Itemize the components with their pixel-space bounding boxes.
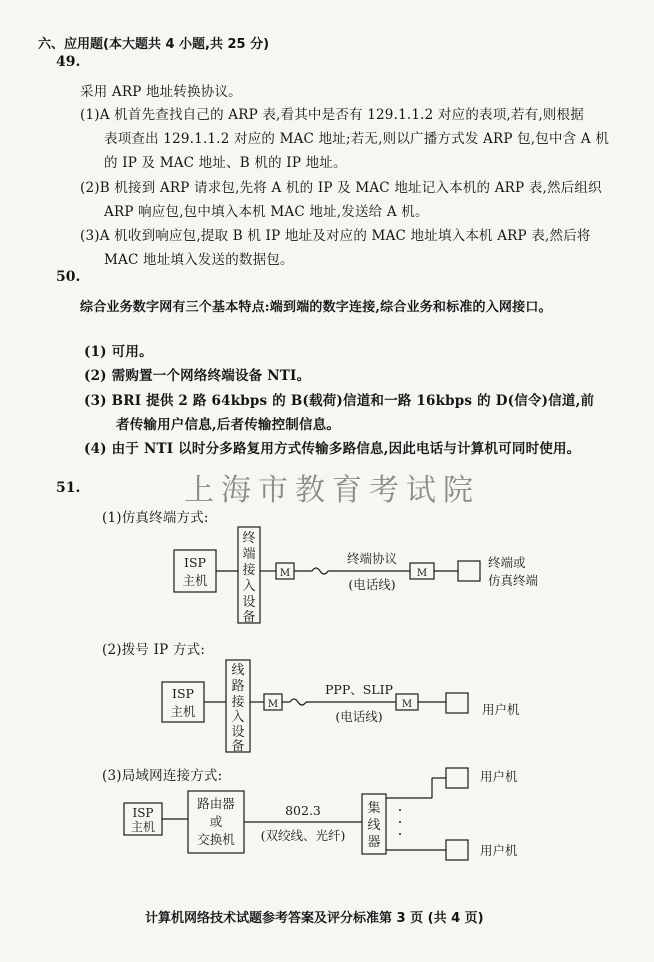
diagram3-link-medium: (双绞线、光纤) <box>260 828 346 843</box>
diagram2-device-char-5: 设 <box>231 725 245 740</box>
diagram1-terminal-box <box>458 561 480 581</box>
diagram3-router-label-3: 交换机 <box>197 832 235 847</box>
diagram3-terminal-bottom-label: 用户机 <box>480 843 518 858</box>
diagram1-device-char-5: 设 <box>242 595 256 610</box>
diagram1-host-label-1: ISP <box>184 555 206 570</box>
q49-item3-line2: MAC 地址填入发送的数据包。 <box>104 252 294 268</box>
diagram1-device-char-3: 接 <box>242 563 256 578</box>
q49-item3-line1: (3)A 机收到响应包,提取 B 机 IP 地址及对应的 MAC 地址填入本机 ARP 表,然后将 <box>80 228 591 244</box>
diagram3-hub-char-3: 器 <box>367 835 381 850</box>
diagram1-modem-right-label: M <box>416 568 428 579</box>
diagram2-device-char-1: 线 <box>231 663 245 678</box>
question-49-number: 49. <box>56 54 81 70</box>
q50-item3-line1: (3) BRI 提供 2 路 64kbps 的 B(载荷)信道和一路 16kbps 的 D(信令)信道,前 <box>84 393 595 409</box>
diagram2-host-label-1: ISP <box>172 686 194 701</box>
diagram1-device-char-2: 端 <box>242 547 256 562</box>
diagram2-terminal-label: 用户机 <box>482 702 520 717</box>
q49-item1-line2: 表项查出 129.1.1.2 对应的 MAC 地址;若无,则以广播方式发 ARP 包,包中含 A 机 <box>104 131 610 147</box>
diagram2-link-protocol: PPP、SLIP <box>325 682 393 697</box>
page-footer: 计算机网络技术试题参考答案及评分标准第 3 页 (共 4 页) <box>145 911 484 926</box>
diagram1-host-label-2: 主机 <box>182 573 208 588</box>
diagram2-terminal-box <box>446 693 468 713</box>
diagram1-link-medium: (电话线) <box>348 577 396 592</box>
diagram3-terminal-top-label: 用户机 <box>480 769 518 784</box>
question-50-intro: 综合业务数字网有三个基本特点:端到端的数字连接,综合业务和标准的入网接口。 <box>80 300 552 315</box>
diagram1-terminal-label-1: 终端或 <box>488 555 526 570</box>
diagram3-terminal-top-box <box>446 768 468 788</box>
diagram2-device-char-2: 路 <box>231 679 245 694</box>
diagram2-link-medium: (电话线) <box>335 709 383 724</box>
diagram1-caption: (1)仿真终端方式: <box>102 510 209 526</box>
diagram3-terminal-bottom-box <box>446 840 468 860</box>
diagram1-device-char-6: 备 <box>242 610 256 625</box>
diagram3-host-label-2: 主机 <box>130 820 156 834</box>
watermark-stamp: 上海市教育考试院 <box>184 473 480 508</box>
diagram3-hub-char-2: 线 <box>367 818 381 833</box>
diagram2-modem-left-label: M <box>267 699 279 710</box>
diagram2-modem-right-label: M <box>401 699 413 710</box>
section-title: 六、应用题(本大题共 4 小题,共 25 分) <box>38 37 270 52</box>
q50-item4: (4) 由于 NTI 以时分多路复用方式传输多路信息,因此电话与计算机可同时使用。 <box>84 441 581 457</box>
diagram3-router-label-2: 或 <box>209 814 223 829</box>
diagram2-caption: (2)拨号 IP 方式: <box>102 642 206 658</box>
diagram3-host-label-1: ISP <box>132 806 154 820</box>
q49-item2-line2: ARP 响应包,包中填入本机 MAC 地址,发送给 A 机。 <box>104 204 429 220</box>
diagram1-terminal-label-2: 仿真终端 <box>488 573 539 588</box>
q49-item1-line3: 的 IP 及 MAC 地址、B 机的 IP 地址。 <box>104 155 347 171</box>
q50-item2: (2) 需购置一个网络终端设备 NTI。 <box>84 368 311 384</box>
question-50-number: 50. <box>56 269 81 285</box>
diagram1-modem-left-label: M <box>279 568 291 579</box>
q50-item3-line2: 者传输用户信息,后者传输控制信息。 <box>116 417 341 433</box>
diagram3-link-standard: 802.3 <box>285 803 321 818</box>
diagram1-device-char-1: 终 <box>242 531 256 546</box>
diagram3-caption: (3)局域网连接方式: <box>102 768 223 784</box>
question-51-number: 51. <box>56 480 81 496</box>
diagram2-device-char-6: 备 <box>231 739 245 754</box>
question-49-intro: 采用 ARP 地址转换协议。 <box>80 84 242 100</box>
diagram2-host-label-2: 主机 <box>170 704 196 719</box>
q49-item1-line1: (1)A 机首先查找自己的 ARP 表,看其中是否有 129.1.1.2 对应的表项,若有,则根据 <box>80 107 584 123</box>
diagram3-router-label-1: 路由器 <box>197 796 235 811</box>
diagram3-hub-char-1: 集 <box>367 801 381 816</box>
diagram2-device-char-4: 入 <box>231 710 245 725</box>
diagram1-device-char-4: 入 <box>242 579 256 594</box>
q50-item1: (1) 可用。 <box>84 344 153 360</box>
q49-item2-line1: (2)B 机接到 ARP 请求包,先将 A 机的 IP 及 MAC 地址记入本机的 ARP 表,然后组织 <box>80 180 602 196</box>
diagram1-link-protocol: 终端协议 <box>346 551 398 566</box>
diagram2-device-char-3: 接 <box>231 695 245 710</box>
